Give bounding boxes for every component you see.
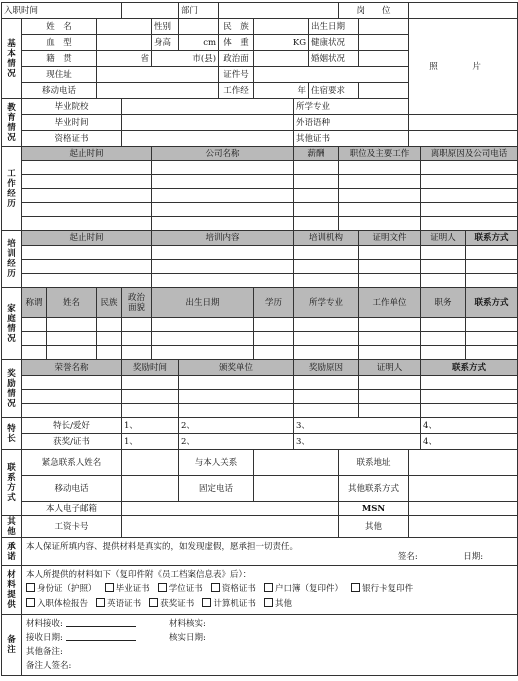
email-field[interactable] — [122, 502, 339, 516]
awards-section-title: 奖励情况 — [2, 360, 22, 418]
table-row — [2, 390, 518, 404]
family-header-ethnicity: 民族 — [97, 288, 122, 318]
family-header-employer: 工作单位 — [359, 288, 421, 318]
work-section-title: 工作经历 — [2, 147, 22, 231]
awards-header-time: 奖励时间 — [122, 360, 179, 376]
certs-field[interactable] — [122, 131, 294, 147]
contact-mobile-label: 移动电话 — [22, 476, 122, 502]
grad-time-label: 毕业时间 — [22, 115, 122, 131]
work-header-role: 职位及主要工作 — [339, 147, 421, 161]
dorm-label: 住宿要求 — [309, 83, 359, 99]
health-label: 健康状况 — [309, 35, 359, 51]
training-header-witness: 证明人 — [421, 231, 466, 246]
material-checkbox-award[interactable]: 获奖证书 — [149, 599, 194, 609]
table-row — [2, 217, 518, 231]
form-table — [1, 2, 518, 676]
other-label: 其他 — [339, 516, 409, 538]
awards-header-reason: 奖励原因 — [294, 360, 359, 376]
training-header-content: 培训内容 — [152, 231, 294, 246]
material-checkbox-medical[interactable]: 入职体检报告 — [26, 599, 88, 609]
contact-mobile-field[interactable] — [122, 476, 179, 502]
birth-date-field[interactable] — [359, 19, 409, 35]
salary-card-label: 工资卡号 — [22, 516, 122, 538]
family-header-contact: 联系方式 — [466, 288, 518, 318]
emergency-field[interactable] — [122, 450, 179, 476]
family-section-title: 家庭情况 — [2, 288, 22, 360]
material-checkbox-english[interactable]: 英语证书 — [96, 599, 141, 609]
entry-time-label: 入职时间 — [2, 3, 122, 19]
political-label: 政治面 — [219, 51, 254, 67]
other-certs-field[interactable] — [409, 131, 518, 147]
material-checkbox-qualification[interactable]: 资格证书 — [211, 584, 256, 594]
hobby-1[interactable]: 1、 — [122, 418, 179, 434]
address-label: 现住址 — [22, 67, 97, 83]
health-field[interactable] — [359, 35, 409, 51]
check-label: 材料核实: — [168, 619, 206, 629]
phone-field[interactable] — [254, 476, 339, 502]
department-field[interactable] — [219, 3, 339, 19]
relation-label: 与本人关系 — [179, 450, 254, 476]
receive-field[interactable] — [66, 618, 136, 627]
table-row — [2, 318, 518, 332]
department-label: 部门 — [179, 3, 219, 19]
weight-unit: KG — [254, 35, 309, 51]
education-section-title: 教育情况 — [2, 99, 22, 147]
material-checkbox-other[interactable]: 其他 — [264, 599, 292, 609]
gender-label: 性别 — [152, 19, 179, 35]
table-row — [2, 376, 518, 390]
table-row — [2, 260, 518, 274]
other-note-label: 其他备注: — [26, 647, 63, 657]
training-header-proof: 证明文件 — [359, 231, 421, 246]
ethnicity-field[interactable] — [254, 19, 309, 35]
other-contact-field[interactable] — [409, 476, 518, 502]
material-checkbox-degree[interactable]: 学位证书 — [158, 584, 203, 594]
relation-field[interactable] — [254, 450, 339, 476]
table-row — [2, 175, 518, 189]
mobile-field[interactable] — [97, 83, 219, 99]
family-header-birth: 出生日期 — [152, 288, 254, 318]
other-contact-label: 其他联系方式 — [339, 476, 409, 502]
work-header-company: 公司名称 — [152, 147, 294, 161]
weight-label: 体 重 — [219, 35, 254, 51]
table-row — [2, 274, 518, 288]
table-row — [2, 189, 518, 203]
family-header-duty: 职务 — [421, 288, 466, 318]
height-label: 身高 — [152, 35, 179, 51]
work-header-reason: 离职原因及公司电话 — [421, 147, 518, 161]
id-no-field[interactable] — [254, 67, 409, 83]
language-label: 外语语种 — [294, 115, 409, 131]
dorm-field[interactable] — [359, 83, 409, 99]
pledge-date-label: 日期: — [463, 551, 484, 562]
awards-header-honor: 荣誉名称 — [22, 360, 122, 376]
receive-date-label: 接收日期: — [26, 633, 63, 643]
awards-header-org: 颁奖单位 — [179, 360, 294, 376]
cert-1[interactable]: 1、 — [122, 434, 179, 450]
position-field[interactable] — [409, 3, 518, 19]
materials-cell — [22, 566, 518, 615]
mobile-label: 移动电话 — [22, 83, 97, 99]
grad-time-field[interactable] — [122, 115, 294, 131]
family-header-name: 姓名 — [47, 288, 97, 318]
position-label: 岗 位 — [339, 3, 409, 19]
work-header-salary: 薪酬 — [294, 147, 339, 161]
contact-address-field[interactable] — [409, 450, 518, 476]
political-field[interactable] — [254, 51, 309, 67]
training-header-period: 起止时间 — [22, 231, 152, 246]
table-row — [2, 203, 518, 217]
other-section-title: 其他 — [2, 516, 22, 538]
salary-card-field[interactable] — [122, 516, 339, 538]
city-label: 市(县) — [152, 51, 219, 67]
table-row — [2, 332, 518, 346]
table-row — [2, 404, 518, 418]
specialty-section-title: 特长 — [2, 418, 22, 450]
awards-header-contact: 联系方式 — [421, 360, 518, 376]
awards-header-witness: 证明人 — [359, 360, 421, 376]
pledge-cell — [22, 538, 518, 566]
certs-label: 资格证书 — [22, 131, 122, 147]
id-no-label: 证件号 — [219, 67, 254, 83]
birth-date-label: 出生日期 — [309, 19, 359, 35]
material-checkbox-id[interactable]: 身份证（护照） — [26, 584, 97, 594]
other-field[interactable] — [409, 516, 518, 538]
major-label: 所学专业 — [294, 99, 409, 115]
phone-label: 固定电话 — [179, 476, 254, 502]
msn-label: MSN — [339, 502, 409, 516]
marital-field[interactable] — [359, 51, 409, 67]
entry-time-field[interactable] — [122, 3, 179, 19]
school-field[interactable] — [122, 99, 294, 115]
material-checkbox-hukou[interactable]: 户口簿（复印件） — [264, 584, 343, 594]
pledge-text: 本人保证所填内容、提供材料是真实的，如发现虚假，愿承担一切责任。 — [26, 541, 299, 552]
pledge-section-title: 承诺 — [2, 538, 22, 566]
other-certs-label: 其他证书 — [294, 131, 409, 147]
language-field[interactable] — [409, 115, 518, 131]
receive-label: 材料接收: — [26, 619, 63, 629]
province-label: 省 — [97, 51, 152, 67]
gender-field[interactable] — [179, 19, 219, 35]
table-row — [2, 246, 518, 260]
table-row — [2, 346, 518, 360]
marital-label: 婚姻状况 — [309, 51, 359, 67]
training-section-title: 培训经历 — [2, 231, 22, 288]
emergency-label: 紧急联系人姓名 — [22, 450, 122, 476]
family-header-political: 政治面貌 — [122, 288, 152, 318]
contact-section-title: 联系方式 — [2, 450, 22, 516]
hobby-3[interactable]: 3、 — [294, 418, 421, 434]
family-header-major: 所学专业 — [294, 288, 359, 318]
work-header-period: 起止时间 — [22, 147, 152, 161]
native-label: 籍 贯 — [22, 51, 97, 67]
material-checkbox-diploma[interactable]: 毕业证书 — [105, 584, 150, 594]
email-label: 本人电子邮箱 — [22, 502, 122, 516]
work-exp-label: 工作经 — [219, 83, 254, 99]
cert-label: 获奖/证书 — [22, 434, 122, 450]
signer-label: 备注人签名: — [26, 661, 72, 671]
employee-info-form — [1, 2, 509, 676]
remarks-cell — [22, 615, 518, 676]
ethnicity-label: 民 族 — [219, 19, 254, 35]
hobby-2[interactable]: 2、 — [179, 418, 294, 434]
blood-type-label: 血 型 — [22, 35, 97, 51]
cert-2[interactable]: 2、 — [179, 434, 294, 450]
family-header-title: 称谓 — [22, 288, 47, 318]
cert-3[interactable]: 3、 — [294, 434, 421, 450]
blood-type-field[interactable] — [97, 35, 152, 51]
height-unit: cm — [179, 35, 219, 51]
family-header-edu: 学历 — [254, 288, 294, 318]
material-checkbox-computer[interactable]: 计算机证书 — [202, 599, 256, 609]
hobby-label: 特长/爱好 — [22, 418, 122, 434]
year-label: 年 — [254, 83, 309, 99]
hobby-4[interactable]: 4、 — [421, 418, 518, 434]
check-date-label: 核实日期: — [168, 633, 206, 643]
materials-section-title: 材料提供 — [2, 566, 22, 615]
address-field[interactable] — [97, 67, 219, 83]
name-field[interactable] — [97, 19, 152, 35]
pledge-sign-label: 签名: — [397, 551, 418, 562]
photo-box[interactable]: 照 片 — [409, 19, 518, 115]
materials-intro: 本人所提供的材料如下（复印件附《员工档案信息表》后）： — [26, 570, 252, 580]
material-checkbox-bankcard[interactable]: 银行卡复印件 — [351, 584, 413, 594]
training-header-org: 培训机构 — [294, 231, 359, 246]
training-header-contact: 联系方式 — [466, 231, 518, 246]
name-label: 姓 名 — [22, 19, 97, 35]
contact-address-label: 联系地址 — [339, 450, 409, 476]
cert-4[interactable]: 4、 — [421, 434, 518, 450]
receive-date-field[interactable] — [66, 632, 136, 641]
msn-field[interactable] — [409, 502, 518, 516]
basic-section-title: 基本情况 — [2, 19, 22, 99]
remarks-section-title: 备注 — [2, 615, 22, 676]
school-label: 毕业院校 — [22, 99, 122, 115]
table-row — [2, 161, 518, 175]
